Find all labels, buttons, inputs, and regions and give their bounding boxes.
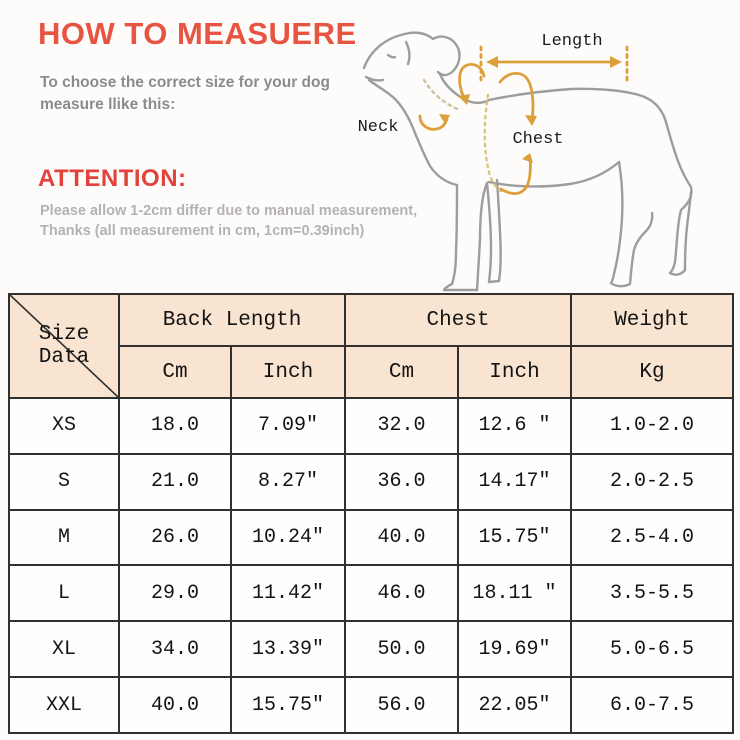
back-length-group-header: Back Length [119,294,345,346]
weight-kg-cell: 2.5-4.0 [571,510,733,566]
dog-measurement-diagram [340,0,740,300]
table-row [9,677,733,733]
attention-note-line1: Please allow 1-2cm differ due to manual measurement, [40,203,418,219]
weight-kg-cell: 3.5-5.5 [571,565,733,621]
subtitle-line2: measure llike this: [40,96,176,114]
chest-cm-header: Cm [345,346,458,398]
chest-inch-cell: 14.17″ [458,454,571,510]
back-length-cm-cell: 34.0 [119,621,231,677]
back-length-inch-cell: 8.27″ [231,454,345,510]
dog-outline-drawing [364,33,691,290]
chest-inch-cell: 19.69″ [458,621,571,677]
attention-note-line2: Thanks (all measurement in cm, 1cm=0.39inch) [40,223,365,240]
chest-group-header: Chest [345,294,571,346]
back-length-cm-cell: 26.0 [119,510,231,566]
weight-kg-cell: 2.0-2.5 [571,454,733,510]
chest-cm-cell: 46.0 [345,565,458,621]
neck-label: Neck [357,118,399,137]
page-title: HOW TO MEASUERE [38,16,357,51]
size-label-cell: XS [9,398,119,454]
size-table [8,293,734,734]
size-label-cell: XL [9,621,119,677]
weight-kg-header: Kg [571,346,733,398]
corner-header-label: Size Data [38,323,90,369]
size-table-body [9,398,733,733]
neck-girth-dotted-line [424,80,460,110]
back-length-inch-cell: 15.75″ [231,677,345,733]
subtitle [40,72,330,117]
table-row [9,621,733,677]
chest-inch-cell: 15.75″ [458,510,571,566]
back-cm-header: Cm [119,346,231,398]
table-row [9,398,733,454]
table-row [9,565,733,621]
back-length-cm-cell: 29.0 [119,565,231,621]
chest-cm-cell: 32.0 [345,398,458,454]
corner-header-cell [9,294,119,398]
size-label-cell: M [9,510,119,566]
weight-kg-cell: 1.0-2.0 [571,398,733,454]
chest-girth-dotted-line [485,95,502,192]
chest-cm-cell: 40.0 [345,510,458,566]
chest-inch-cell: 18.11 ″ [458,565,571,621]
size-label-cell: L [9,565,119,621]
back-inch-header: Inch [231,346,345,398]
chest-label: Chest [512,130,564,149]
back-length-cm-cell: 21.0 [119,454,231,510]
weight-kg-cell: 5.0-6.5 [571,621,733,677]
chest-cm-cell: 50.0 [345,621,458,677]
chest-cm-cell: 36.0 [345,454,458,510]
back-length-inch-cell: 13.39″ [231,621,345,677]
length-label: Length [541,32,603,51]
subtitle-line1: To choose the correct size for your dog [40,74,330,91]
size-label-cell: S [9,454,119,510]
chest-inch-cell: 22.05″ [458,677,571,733]
chest-inch-cell: 12.6 ″ [458,398,571,454]
back-length-inch-cell: 11.42″ [231,565,345,621]
weight-kg-cell: 6.0-7.5 [571,677,733,733]
back-length-cm-cell: 18.0 [119,398,231,454]
back-length-inch-cell: 10.24″ [231,510,345,566]
chest-cm-cell: 56.0 [345,677,458,733]
chest-inch-header: Inch [458,346,571,398]
table-row [9,454,733,510]
back-length-inch-cell: 7.09″ [231,398,345,454]
back-length-cm-cell: 40.0 [119,677,231,733]
attention-heading: ATTENTION: [38,165,187,192]
weight-group-header: Weight [571,294,733,346]
measurement-arrows [420,47,627,194]
size-label-cell: XXL [9,677,119,733]
table-header-row-groups [9,294,733,346]
table-row [9,510,733,566]
